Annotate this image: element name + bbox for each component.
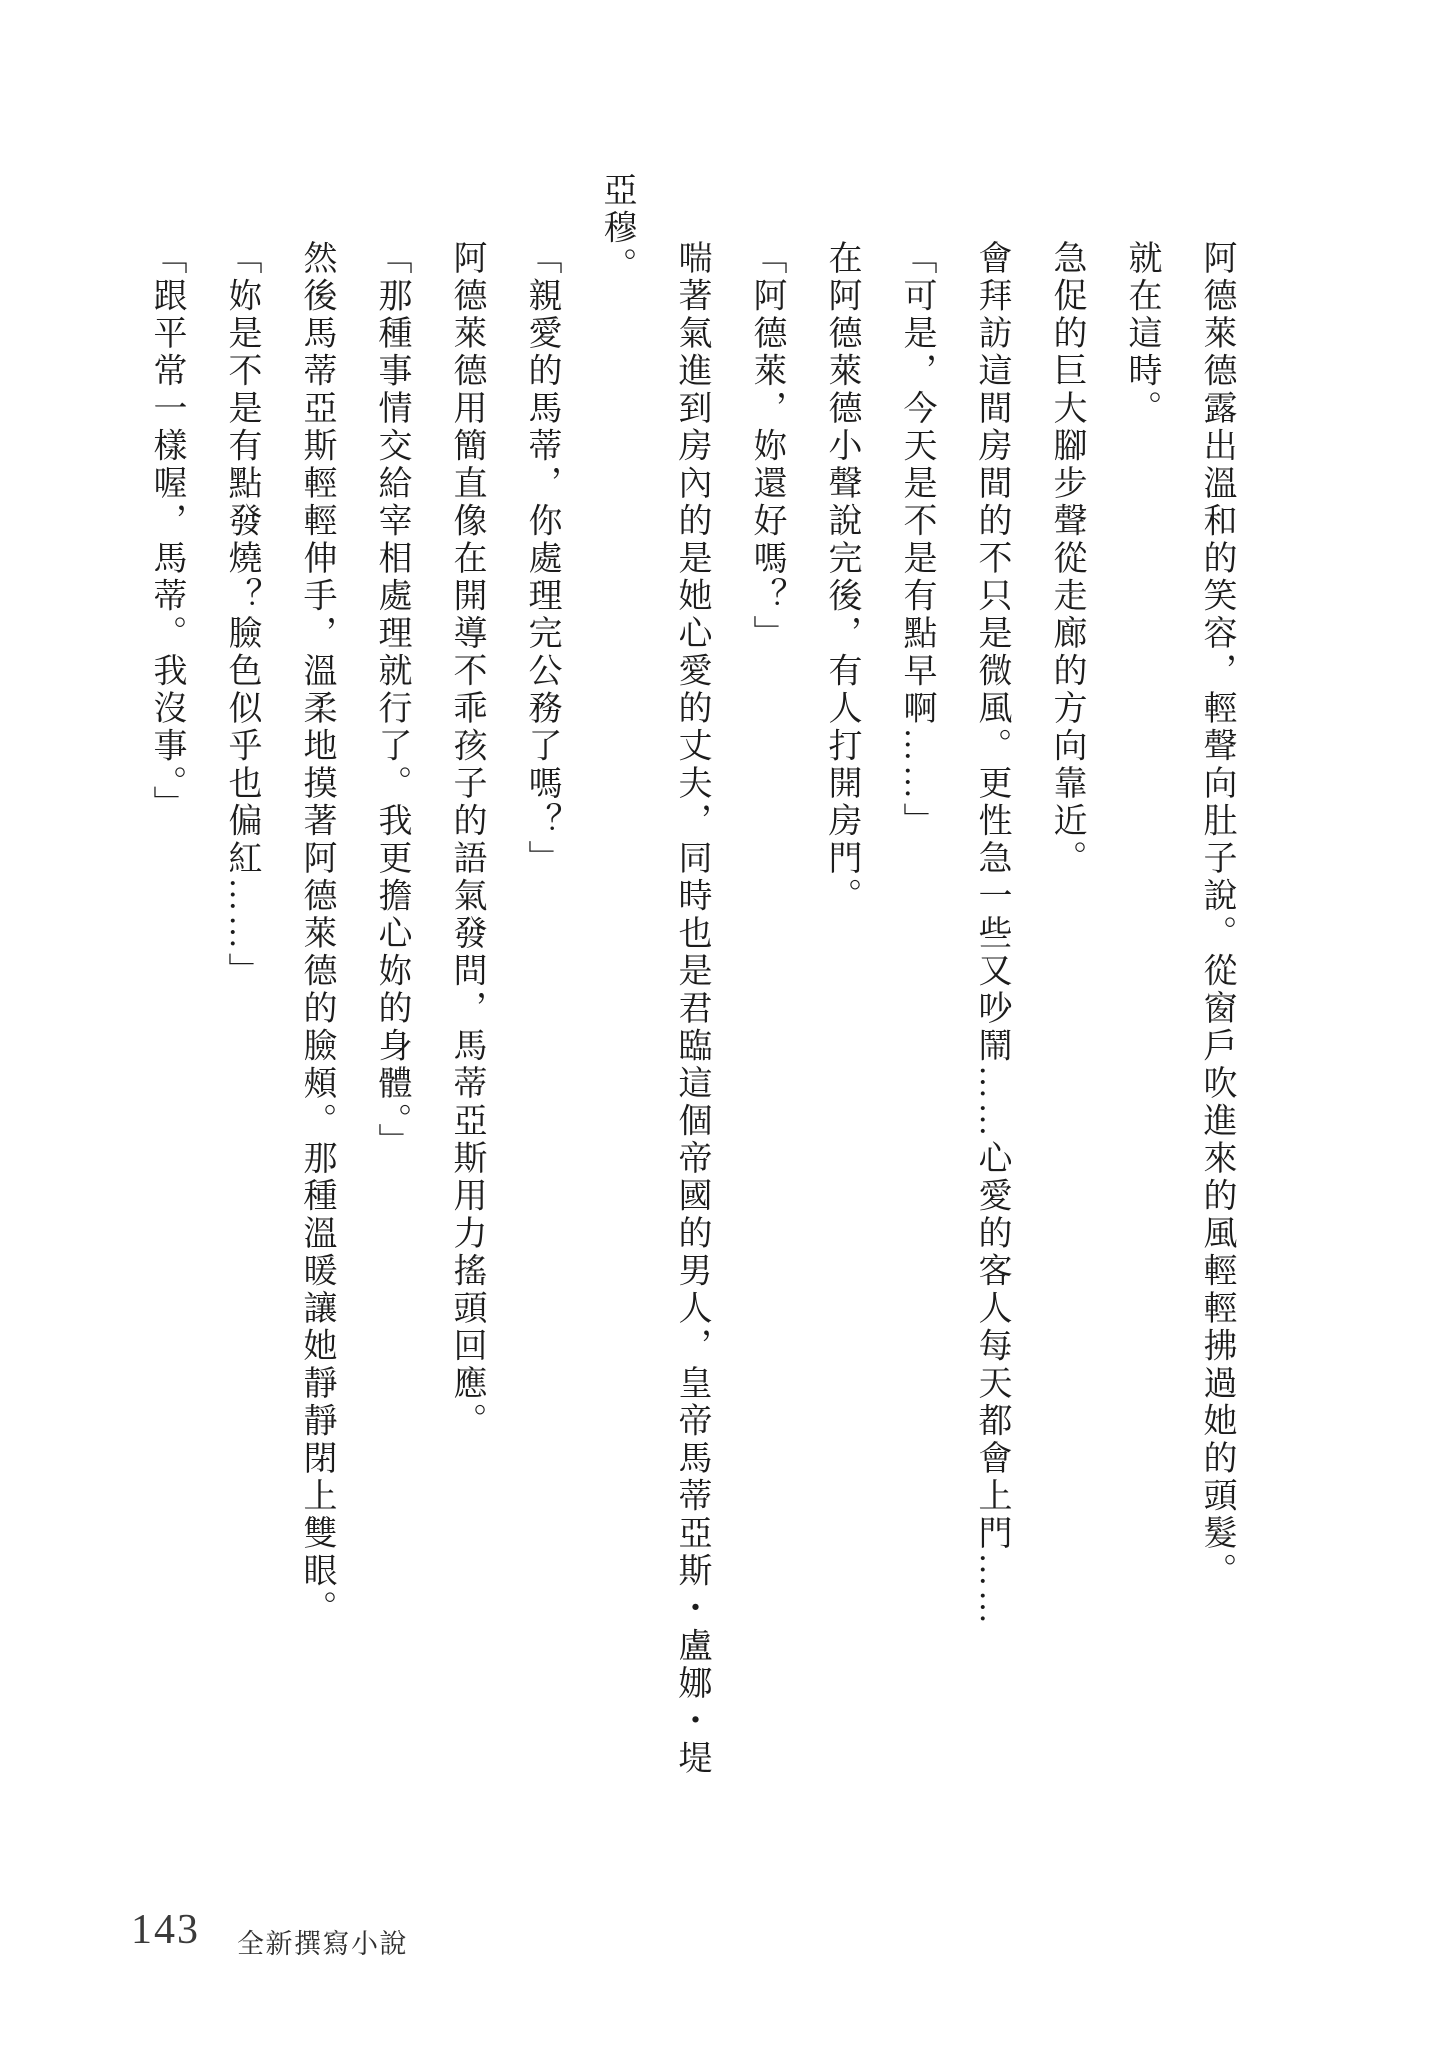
paragraph: 「跟平常一樣喔，馬蒂。我沒事。」: [148, 240, 185, 823]
paragraph: 急促的巨大腳步聲從走廊的方向靠近。: [1048, 240, 1085, 878]
paragraph: 然後馬蒂亞斯輕輕伸手，溫柔地摸著阿德萊德的臉頰。那種溫暖讓她靜靜閉上雙眼。: [298, 240, 335, 1628]
novel-text-block: [129, 172, 1254, 1802]
paragraph: 就在這時。: [1123, 240, 1160, 428]
paragraph: 「妳是不是有點發燒？臉色似乎也偏紅……」: [223, 240, 260, 990]
paragraph: 「可是，今天是不是有點早啊……」: [898, 240, 935, 840]
paragraph: 阿德萊德露出溫和的笑容，輕聲向肚子說。從窗戶吹進來的風輕輕拂過她的頭髮。: [1198, 240, 1235, 1590]
paragraph: 在阿德萊德小聲說完後，有人打開房門。: [823, 240, 860, 915]
section-label: 全新撰寫小說: [237, 1929, 408, 1959]
paragraph: 「親愛的馬蒂，你處理完公務了嗎？」: [523, 240, 560, 878]
page-number: 143: [131, 1907, 200, 1953]
paragraph: 會拜訪這間房間的不只是微風。更性急一些又吵鬧……心愛的客人每天都會上門……: [973, 240, 1010, 1628]
paragraph: 「那種事情交給宰相處理就行了。我更擔心妳的身體。」: [373, 240, 410, 1161]
paragraph: 「阿德萊，妳還好嗎？」: [748, 240, 785, 653]
paragraph: 喘著氣進到房內的是她心愛的丈夫，同時也是君臨這個帝國的男人，皇帝馬蒂亞斯・盧娜・堤亞穆。: [598, 172, 710, 1778]
paragraph: 阿德萊德用簡直像在開導不乖孩子的語氣發問，馬蒂亞斯用力搖頭回應。: [448, 240, 485, 1440]
